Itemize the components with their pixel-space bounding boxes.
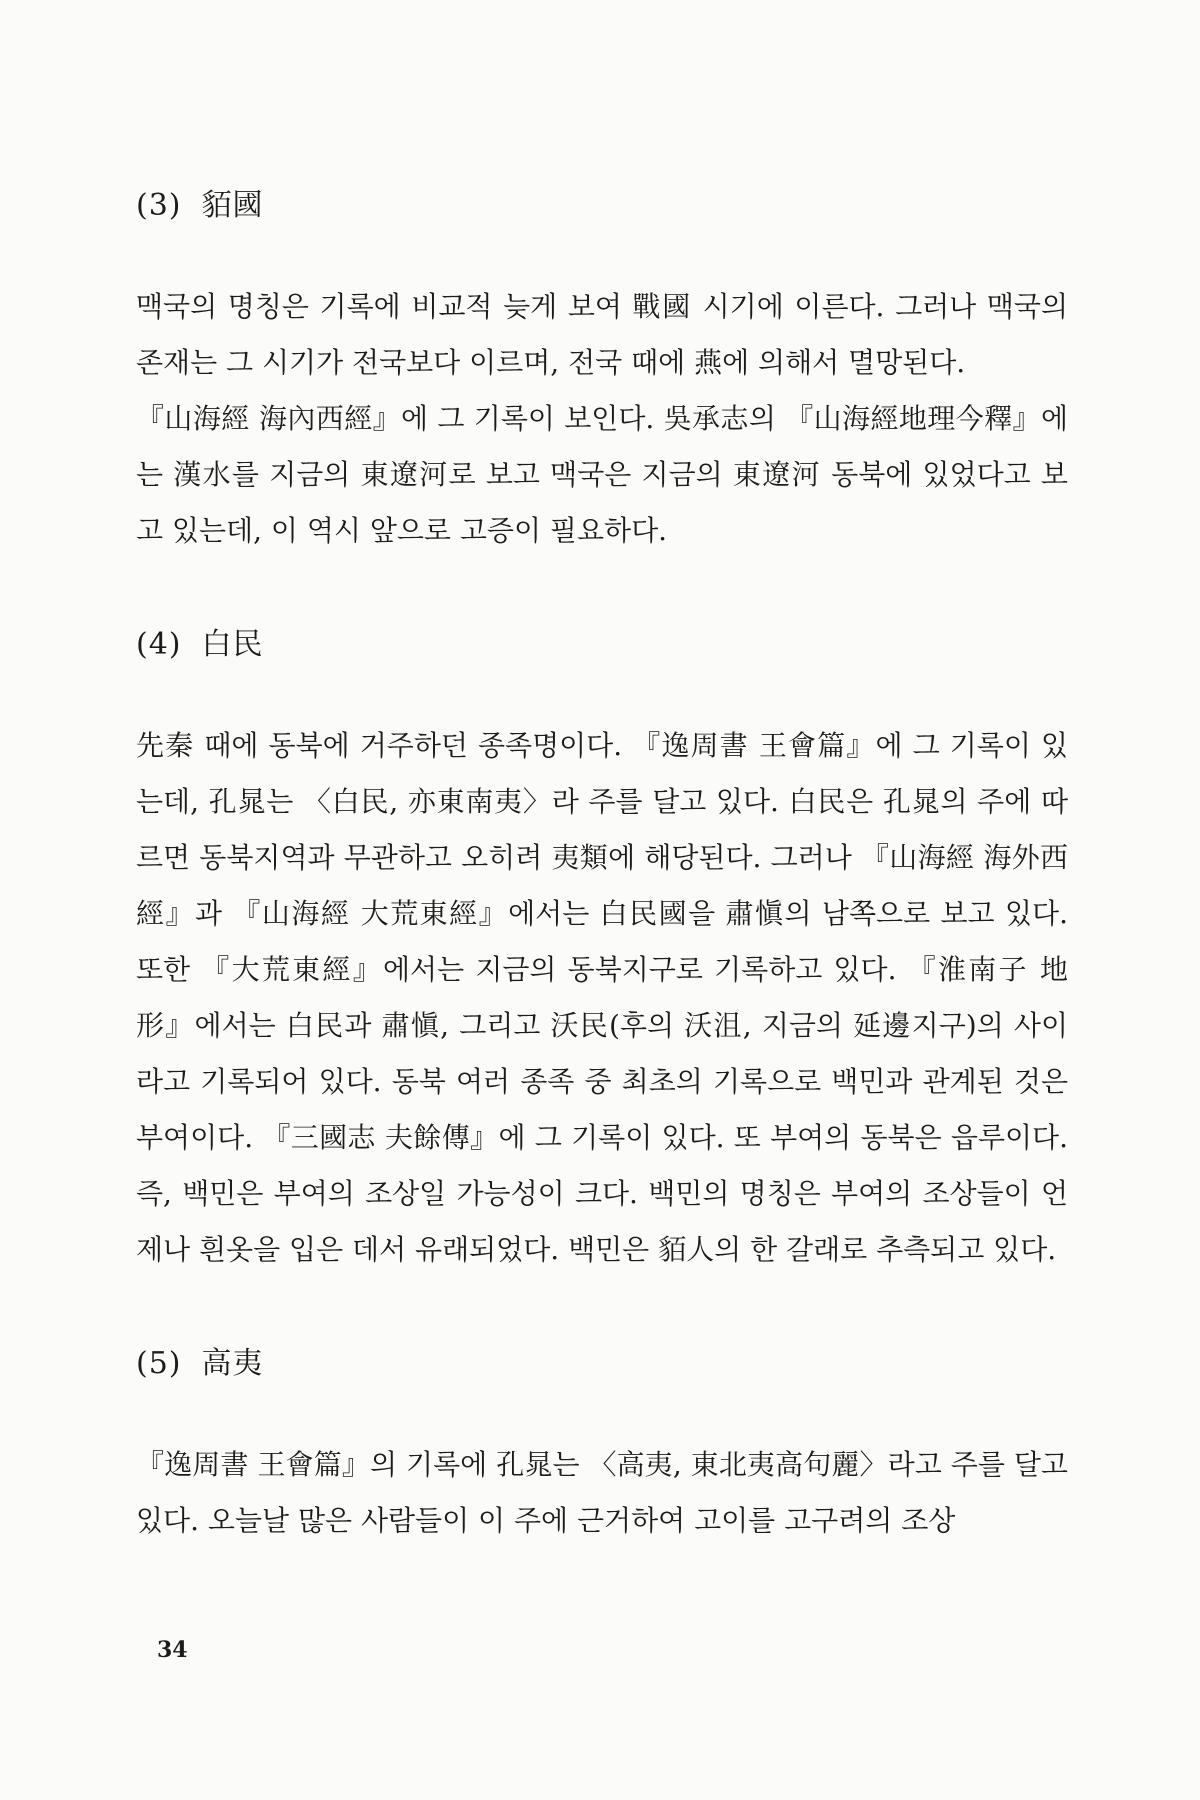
section-body-4 [136,718,1068,1278]
section-title: 貊國 [201,188,264,223]
paragraph: 『山海經 海內西經』에 그 기록이 보인다. 吳承志의 『山海經地理今釋』에는 漢水를 지금의 東遼河로 보고 맥국은 지금의 東遼河 동북에 있었다고 보고 있는데, 이 역시 앞으로 고증이 필요하다. [136,402,1068,547]
section-title: 白民 [201,627,264,662]
paragraph: 맥국의 명칭은 기록에 비교적 늦게 보여 戰國 시기에 이른다. 그러나 맥국의 존재는 그 시기가 전국보다 이르며, 전국 때에 燕에 의해서 멸망된다. [136,290,1068,379]
paragraph: 先秦 때에 동북에 거주하던 종족명이다. 『逸周書 王會篇』에 그 기록이 있는데, 孔晁는 〈白民, 亦東南夷〉라 주를 달고 있다. 白民은 孔晁의 주에 따르면 동북지역과 무관하고 오히려 夷類에 해당된다. 그러나 『山海經 海外西經』과 『山海經 大荒東經』에서는 白民國을 肅愼의 남쪽으로 보고 있다. 또한 『大荒東經』에서는 지금의 동북지구로 기록하고 있다. 『淮南子 地形』에서는 白民과 肅愼, 그리고 沃民(후의 沃沮, 지금의 延邊지구)의 사이라고 기록되어 있다. 동북 여러 종족 중 최초의 기록으로 백민과 관계된 것은 부여이다. 『三國志 夫餘傳』에 그 기록이 있다. 또 부여의 동북은 읍루이다. 즉, 백민은 부여의 조상일 가능성이 크다. 백민의 명칭은 부여의 조상들이 언제나 흰옷을 입은 데서 유래되었다. 백민은 貊人의 한 갈래로 추측되고 있다. [136,729,1068,1266]
page-number: 34 [157,1637,188,1663]
section-heading-5 [136,1346,1068,1382]
section-number: (4) [136,627,182,662]
section-heading-3 [136,188,1068,224]
section-title: 高夷 [201,1346,264,1381]
paragraph: 『逸周書 王會篇』의 기록에 孔晁는 〈高夷, 東北夷高句麗〉라고 주를 달고 있다. 오늘날 많은 사람들이 이 주에 근거하여 고이를 고구려의 조상 [136,1448,1068,1537]
section-number: (5) [136,1346,182,1381]
section-number: (3) [136,188,182,223]
section-body-3 [136,279,1068,559]
section-body-5 [136,1437,1068,1549]
section-heading-4 [136,627,1068,663]
